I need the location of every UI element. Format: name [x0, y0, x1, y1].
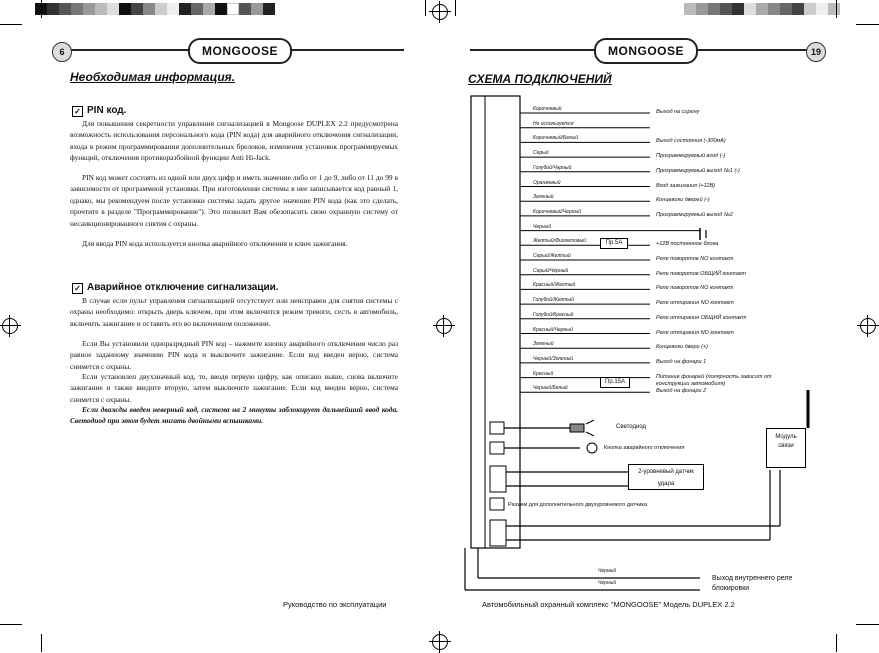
wire-function-label: Реле отпирания NO контакт [656, 329, 734, 336]
pin-title-text: PIN код. [87, 105, 127, 116]
led-connector [490, 422, 504, 434]
pin-paragraph: PIN код может состоять из одной или двух цифр и иметь значение либо от 1 до 9, либо от 11 до 99 в зависимости от программной установки. При изготовлении системы в нее записывается код равный 1, однако, мы рекомендуем после установки системы задать другое значение PIN кода (как это сделать, прочтите в разделе "Программирование"). Это позволит Вам обезопасить свою охранную систему от несанкционированного снятия с охраны. [70, 173, 398, 228]
wire-color-label: Серый [533, 150, 549, 157]
wire-color-label: Серый/Черный [533, 267, 569, 274]
wire-function-label: Выход на фонари 2 [656, 388, 707, 395]
wire-color-label: Желтый/Фиолетовый [533, 238, 586, 245]
wire-color-label: Красный/Черный [533, 326, 573, 333]
page-number: 6 [52, 42, 72, 62]
section-title: СХЕМА ПОДКЛЮЧЕНИЙ [468, 72, 612, 86]
wire-color-label: Серый/Желтый [533, 253, 571, 259]
button-connector [490, 442, 504, 454]
wire-color-label: Коричневый/Черный [533, 208, 582, 215]
wire-color-label: Черный/Белый [533, 385, 568, 392]
checkbox-icon: ✓ [72, 106, 83, 117]
wire-color-label: Голубой/Желтый [533, 297, 574, 304]
button-label: Кнопка аварийного отключения [604, 445, 685, 451]
page-number: 19 [806, 42, 826, 62]
left-footer: Руководство по эксплуатации [283, 600, 387, 609]
wire-function-label: Программируемый выход №2 [656, 211, 733, 218]
wire-function-label: Реле поворотов ОБЩИЙ контакт [656, 270, 746, 277]
wire-color-label: Не используется [533, 120, 574, 127]
wire-color-label: Голубой/Черный [533, 164, 572, 171]
wire-color-label: Черный/Зеленый [533, 355, 574, 362]
emergency-paragraph: Если Вы установили одноразрядный PIN код – нажмите кнопку аварийного отключения число раз равное заданному значению PIN кода и выключите зажигание. Если код введен верно, система снимется с охраны. [70, 339, 398, 371]
bottom-connector [490, 520, 506, 546]
wire-function-label: Реле отпирания ОБЩИЙ контакт [656, 314, 747, 321]
wire-function-label: Выход состояния (-300мА) [656, 138, 726, 145]
fuse-15a: Пр.15А [600, 377, 630, 388]
sensor-connector [490, 466, 506, 492]
ground-icon [700, 228, 706, 240]
wire-function-label: Реле отпирания NO контакт [656, 300, 734, 307]
wire-function-label: Концевики дверей (-) [656, 197, 710, 204]
wire-color-label: Оранжевый [533, 179, 561, 186]
wire-color-label: Зеленый [533, 341, 554, 348]
module-box: Модуль связи [766, 428, 806, 468]
wire-function-label: Вход зажигания (+12В) [656, 182, 716, 189]
extra-sensor-connector [490, 498, 504, 510]
wire-function-label: +12В постоянное блока [656, 241, 719, 248]
emergency-note: Если дважды введен неверный код, система на 2 минуты заблокирует дальнейший ввод кода. Светодиод при этом будет мигать двойными вспышками. [70, 405, 398, 426]
wire-function-label: Выход на фонари 1 [656, 358, 707, 365]
wire-color-label: Черный [533, 223, 552, 230]
fuse-5a: Пр.5А [600, 238, 628, 249]
checkbox-icon: ✓ [72, 283, 83, 294]
wire-color-label: Коричневый/Белый [533, 135, 579, 142]
wire-function-label: Программируемый вход (-) [656, 153, 726, 160]
brand-logo: MONGOOSE [594, 38, 698, 64]
wire-color-label: Голубой/Красный [533, 311, 574, 318]
led-icon [570, 424, 584, 432]
pin-paragraph: Для повышения секретности управления сигнализацией в Mongoose DUPLEX 2.2 предусмотрена возможность использования персонального кода (PIN кода) для аварийного отключения сигнализации, входа в режим программирования дополнительных брелоков, изменения установок программируемых функций, отключения противоразбойной функции Anti Hi-Jack. [70, 119, 398, 163]
led-label: Светодиод [616, 424, 647, 430]
shock-sensor-box: 2-уровневый датчик удара [628, 464, 704, 490]
emergency-paragraph: Если установлен двухзначный код, то, вводя первую цифру, как описано выше, снова включите зажигание и также введите вторую, затем выключите зажигание. Если код введен верно, система снимется с охраны. [70, 372, 398, 404]
wire-color-label: Красный/Желтый [533, 282, 576, 289]
brand-logo: MONGOOSE [188, 38, 292, 64]
bottom-wire-label: Черный [598, 580, 617, 586]
wire-function-label: Реле поворотов NO контакт [656, 256, 734, 262]
section-title: Необходимая информация. [70, 70, 236, 84]
pin-paragraph: Для ввода PIN кода используется кнопка аварийного отключения и ключ зажигания. [82, 239, 348, 248]
bottom-wire-label: Черный [598, 568, 617, 574]
emergency-title-text: Аварийное отключение сигнализации. [87, 282, 279, 293]
wire-function-label: Выход на сирену [656, 109, 700, 115]
wire-function-label: Питание фонарей (полярность зависит от конструкции автомобиля) [656, 373, 772, 387]
wire-function-label: Программируемый выход №1 (-) [656, 167, 740, 174]
emergency-button-icon [587, 443, 597, 453]
wire-color-label: Красный [533, 370, 554, 377]
wire-function-label: Концевики двери (+) [656, 344, 709, 351]
wire-color-label: Коричневый [533, 106, 562, 112]
wire-function-label: Реле поворотов NO контакт [656, 285, 734, 292]
emergency-paragraph: В случае если пульт управления сигнализацией отсутствует или неисправен для снятия системы с охраны необходимо: открыть дверь ключом, при этом включится режим тревоги, сесть в автомобиль, включить зажигание и оставить его во включенном положении. [70, 296, 398, 328]
wire-color-label: Зеленый [533, 194, 554, 201]
right-footer: Автомобильный охранный комплекс "MONGOOSE" Модель DUPLEX 2.2 [482, 600, 735, 609]
sensor-connector-label: Разъем для дополнительного двухуровневого датчика [508, 502, 648, 508]
blocking-relay-label: Выход внутреннего реле блокировки [712, 575, 793, 592]
